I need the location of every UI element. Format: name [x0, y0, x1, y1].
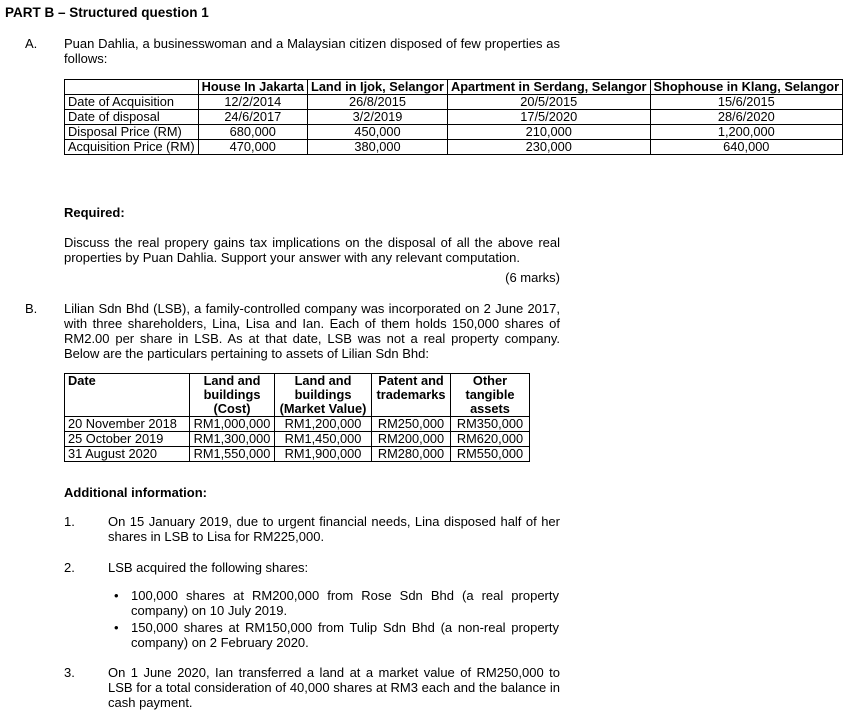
table-cell: 26/8/2015 [308, 95, 448, 110]
section-b-intro: Lilian Sdn Bhd (LSB), a family-controlled company was incorporated on 2 June 2017, with three shareholders, Lina, Lisa and Ian. Each of them holds 150,000 shares of RM2.00 per share in LSB. As at that date, LSB was not a real property company. Below are the particulars pertaining to assets of Lilian Sdn Bhd: [64, 301, 560, 361]
bullet-item: 100,000 shares at RM200,000 from Rose Sdn Bhd (a real property company) on 10 July 2019. [131, 588, 559, 618]
table-row [65, 95, 843, 110]
item-number: 3. [64, 665, 75, 680]
table-cell: 3/2/2019 [308, 110, 448, 125]
table-cell: 640,000 [650, 140, 843, 155]
property-table [64, 79, 843, 155]
table-cell: RM1,300,000 [190, 432, 275, 447]
table-cell: 210,000 [447, 125, 650, 140]
table-row [65, 432, 530, 447]
property-header: Apartment in Serdang, Selangor [447, 80, 650, 95]
table-cell: 25 October 2019 [65, 432, 190, 447]
table-row [65, 110, 843, 125]
property-header: Shophouse in Klang, Selangor [650, 80, 843, 95]
table-cell: 20/5/2015 [447, 95, 650, 110]
asset-header: Patent and trademarks [372, 374, 451, 417]
table-cell: RM1,900,000 [275, 447, 372, 462]
asset-header: Date [65, 374, 190, 417]
table-cell: 450,000 [308, 125, 448, 140]
table-cell: 24/6/2017 [198, 110, 307, 125]
row-label: Date of Acquisition [65, 95, 199, 110]
row-label: Disposal Price (RM) [65, 125, 199, 140]
table-cell: RM1,450,000 [275, 432, 372, 447]
table-cell: 31 August 2020 [65, 447, 190, 462]
asset-table [64, 373, 530, 462]
table-row [65, 417, 530, 432]
table-cell: RM1,200,000 [275, 417, 372, 432]
item-number: 2. [64, 560, 75, 575]
item-number: 1. [64, 514, 75, 529]
marks-label: (6 marks) [505, 270, 560, 285]
property-header: Land in Ijok, Selangor [308, 80, 448, 95]
section-b-letter: B. [25, 301, 38, 316]
table-cell: RM1,000,000 [190, 417, 275, 432]
table-cell: 1,200,000 [650, 125, 843, 140]
section-a-intro: Puan Dahlia, a businesswoman and a Malaysian citizen disposed of few properties as follows: [64, 36, 560, 66]
property-table-corner [65, 80, 199, 95]
page-title: PART B – Structured question 1 [5, 5, 209, 20]
asset-header: Land and buildings (Market Value) [275, 374, 372, 417]
table-cell: 28/6/2020 [650, 110, 843, 125]
bullet-item: 150,000 shares at RM150,000 from Tulip Sdn Bhd (a non-real property company) on 2 February 2020. [131, 620, 559, 650]
additional-info-label: Additional information: [64, 485, 207, 500]
property-header: House In Jakarta [198, 80, 307, 95]
row-label: Date of disposal [65, 110, 199, 125]
row-label: Acquisition Price (RM) [65, 140, 199, 155]
asset-header: Other tangible assets [451, 374, 530, 417]
bullet-icon: • [114, 620, 119, 635]
asset-header: Land and buildings (Cost) [190, 374, 275, 417]
table-row [65, 140, 843, 155]
section-a-letter: A. [25, 36, 38, 51]
table-cell: 470,000 [198, 140, 307, 155]
item-3-text: On 1 June 2020, Ian transferred a land at a market value of RM250,000 to LSB for a total consideration of 40,000 shares at RM3 each and the balance in cash payment. [108, 665, 560, 710]
section-a-question: Discuss the real propery gains tax implications on the disposal of all the above real properties by Puan Dahlia. Support your answer with any relevant computation. [64, 235, 560, 265]
table-cell: RM350,000 [451, 417, 530, 432]
table-cell: 680,000 [198, 125, 307, 140]
required-label: Required: [64, 205, 125, 220]
item-1-text: On 15 January 2019, due to urgent financial needs, Lina disposed half of her shares in LSB to Lisa for RM225,000. [108, 514, 560, 544]
table-cell: 15/6/2015 [650, 95, 843, 110]
table-cell: RM620,000 [451, 432, 530, 447]
table-cell: 380,000 [308, 140, 448, 155]
table-cell: RM200,000 [372, 432, 451, 447]
table-row [65, 447, 530, 462]
table-cell: 20 November 2018 [65, 417, 190, 432]
table-cell: 230,000 [447, 140, 650, 155]
table-cell: 12/2/2014 [198, 95, 307, 110]
item-2-text: LSB acquired the following shares: [108, 560, 309, 575]
table-cell: RM250,000 [372, 417, 451, 432]
bullet-icon: • [114, 588, 119, 603]
table-cell: RM1,550,000 [190, 447, 275, 462]
table-row [65, 125, 843, 140]
table-cell: 17/5/2020 [447, 110, 650, 125]
table-cell: RM280,000 [372, 447, 451, 462]
table-cell: RM550,000 [451, 447, 530, 462]
